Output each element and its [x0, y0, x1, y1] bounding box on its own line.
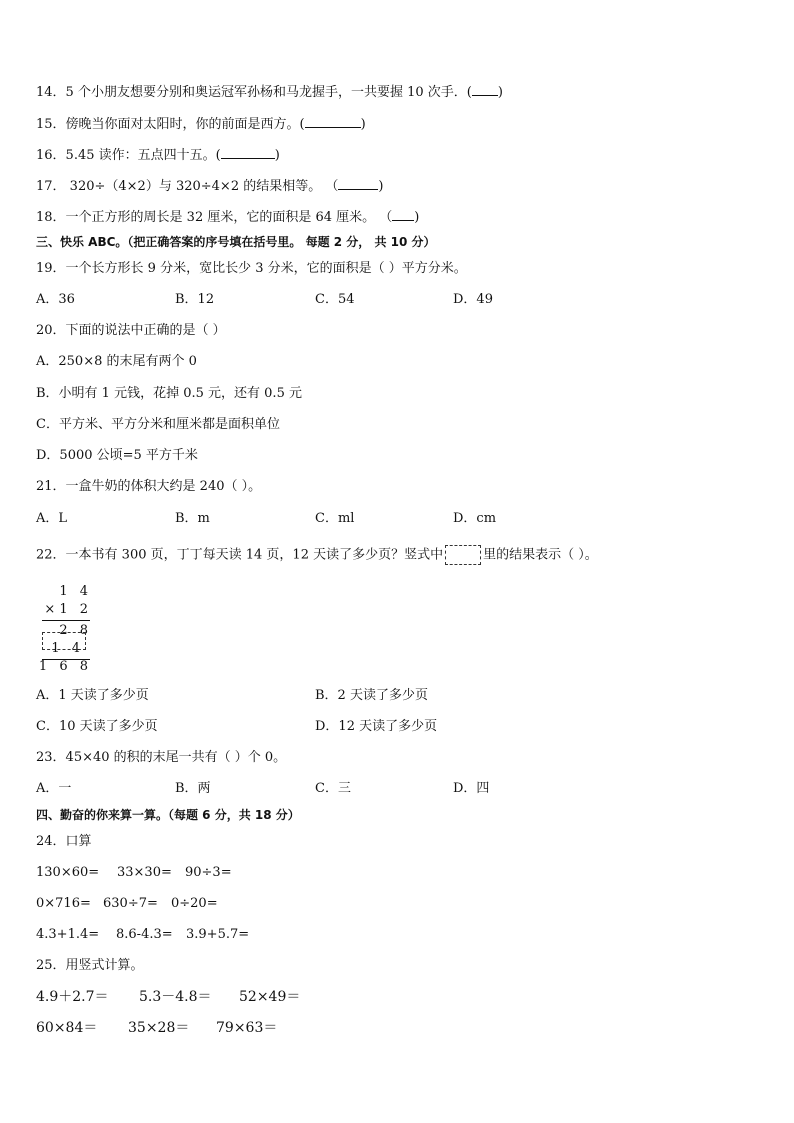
question-18: 18．一个正方形的周长是 32 厘米，它的面积是 64 厘米。 （ ): [36, 207, 419, 227]
vertical-calculation: [36, 584, 96, 674]
mental-calc-item: 33×30=: [117, 865, 172, 880]
question-24-title: 24．口算: [36, 834, 92, 849]
option-d[interactable]: D．5000 公顷=5 平方千米: [36, 448, 198, 463]
calc-rule: [42, 620, 90, 621]
dashed-box-marker: [445, 545, 481, 565]
answer-blank[interactable]: [392, 207, 414, 221]
vertical-calc-item: 79×63＝: [216, 1020, 278, 1036]
vertical-calc-item: 35×28＝: [128, 1020, 190, 1036]
question-15-text: 15．傍晚当你面对太阳时，你的前面是西方。(: [36, 117, 305, 132]
option-d[interactable]: D．49: [453, 292, 493, 307]
mental-calc-item: 90÷3=: [185, 865, 232, 880]
option-b[interactable]: B．m: [175, 511, 210, 526]
option-c[interactable]: C．ml: [315, 511, 355, 526]
section-4-heading: 四、勤奋的你来算一算。（每题 6 分，共 18 分）: [36, 808, 300, 822]
section-3-heading: 三、快乐 ABC。（把正确答案的序号填在括号里。 每题 2 分， 共 10 分）: [36, 235, 436, 249]
option-b[interactable]: B．两: [175, 781, 211, 796]
question-14: 14．5 个小朋友想要分别和奥运冠军孙杨和马龙握手，一共要握 10 次手．( ): [36, 82, 503, 102]
question-17-text: 17． 320÷（4×2）与 320÷4×2 的结果相等。 （: [36, 179, 339, 194]
option-b[interactable]: B．12: [175, 292, 215, 307]
vertical-calc-item: 60×84＝: [36, 1020, 98, 1036]
option-d[interactable]: D．四: [453, 781, 490, 796]
option-c[interactable]: C．10 天读了多少页: [36, 719, 158, 734]
option-b[interactable]: B．小明有 1 元钱，花掉 0.5 元，还有 0.5 元: [36, 386, 302, 401]
question-17: 17． 320÷（4×2）与 320÷4×2 的结果相等。 （ ): [36, 176, 383, 196]
mental-calc-item: 0×716=: [36, 896, 91, 911]
question-22-stem: 22．一本书有 300 页，丁丁每天读 14 页，12 天读了多少页？竖式中 里的结果表示（ ）。: [36, 545, 598, 565]
mental-calc-item: 4.3+1.4=: [36, 927, 100, 942]
question-18-text: 18．一个正方形的周长是 32 厘米，它的面积是 64 厘米。 （: [36, 210, 393, 225]
calc-partial-1: 2 8: [59, 623, 92, 638]
option-c[interactable]: C．54: [315, 292, 355, 307]
mental-calc-item: 3.9+5.7=: [186, 927, 250, 942]
option-c[interactable]: C．三: [315, 781, 351, 796]
mental-calc-item: 630÷7=: [103, 896, 158, 911]
option-a[interactable]: A．36: [36, 292, 75, 307]
question-16-text: 16．5.45 读作：五点四十五。(: [36, 148, 221, 163]
mental-calc-item: 130×60=: [36, 865, 100, 880]
question-25-title: 25．用竖式计算。: [36, 958, 144, 973]
option-d[interactable]: D．cm: [453, 511, 497, 526]
answer-blank[interactable]: [338, 176, 378, 190]
option-a[interactable]: A．250×8 的末尾有两个 0: [36, 354, 197, 369]
answer-blank[interactable]: [472, 82, 498, 96]
option-b[interactable]: B．2 天读了多少页: [315, 688, 428, 703]
vertical-calc-item: 52×49＝: [239, 989, 301, 1005]
question-14-text: 14．5 个小朋友想要分别和奥运冠军孙杨和马龙握手，一共要握 10 次手．(: [36, 85, 472, 100]
answer-blank[interactable]: [221, 145, 275, 159]
question-15: 15．傍晚当你面对太阳时，你的前面是西方。( ): [36, 114, 366, 134]
mental-calc-item: 8.6-4.3=: [116, 927, 173, 942]
vertical-calc-item: 5.3－4.8＝: [139, 989, 212, 1005]
calc-product: 1 6 8: [38, 659, 92, 674]
option-d[interactable]: D．12 天读了多少页: [315, 719, 438, 734]
option-a[interactable]: A．L: [36, 511, 68, 526]
calc-partial-2: 1 4: [51, 641, 84, 656]
answer-blank[interactable]: [305, 114, 361, 128]
vertical-calc-item: 4.9＋2.7＝: [36, 989, 109, 1005]
calc-multiplier: ×1 2: [44, 602, 92, 617]
question-16: 16．5.45 读作：五点四十五。( ): [36, 145, 280, 165]
option-c[interactable]: C．平方米、平方分米和厘米都是面积单位: [36, 417, 280, 432]
mental-calc-item: 0÷20=: [171, 896, 218, 911]
question-21-stem: 21．一盒牛奶的体积大约是 240（ ）。: [36, 479, 262, 494]
option-a[interactable]: A．1 天读了多少页: [36, 688, 149, 703]
question-20-stem: 20．下面的说法中正确的是（ ）: [36, 323, 226, 338]
question-19-stem: 19．一个长方形长 9 分米，宽比长少 3 分米，它的面积是（ ）平方分米。: [36, 261, 467, 276]
question-23-stem: 23．45×40 的积的末尾一共有（ ）个 0。: [36, 750, 287, 765]
calc-multiplicand: 1 4: [59, 584, 92, 599]
option-a[interactable]: A．一: [36, 781, 72, 796]
